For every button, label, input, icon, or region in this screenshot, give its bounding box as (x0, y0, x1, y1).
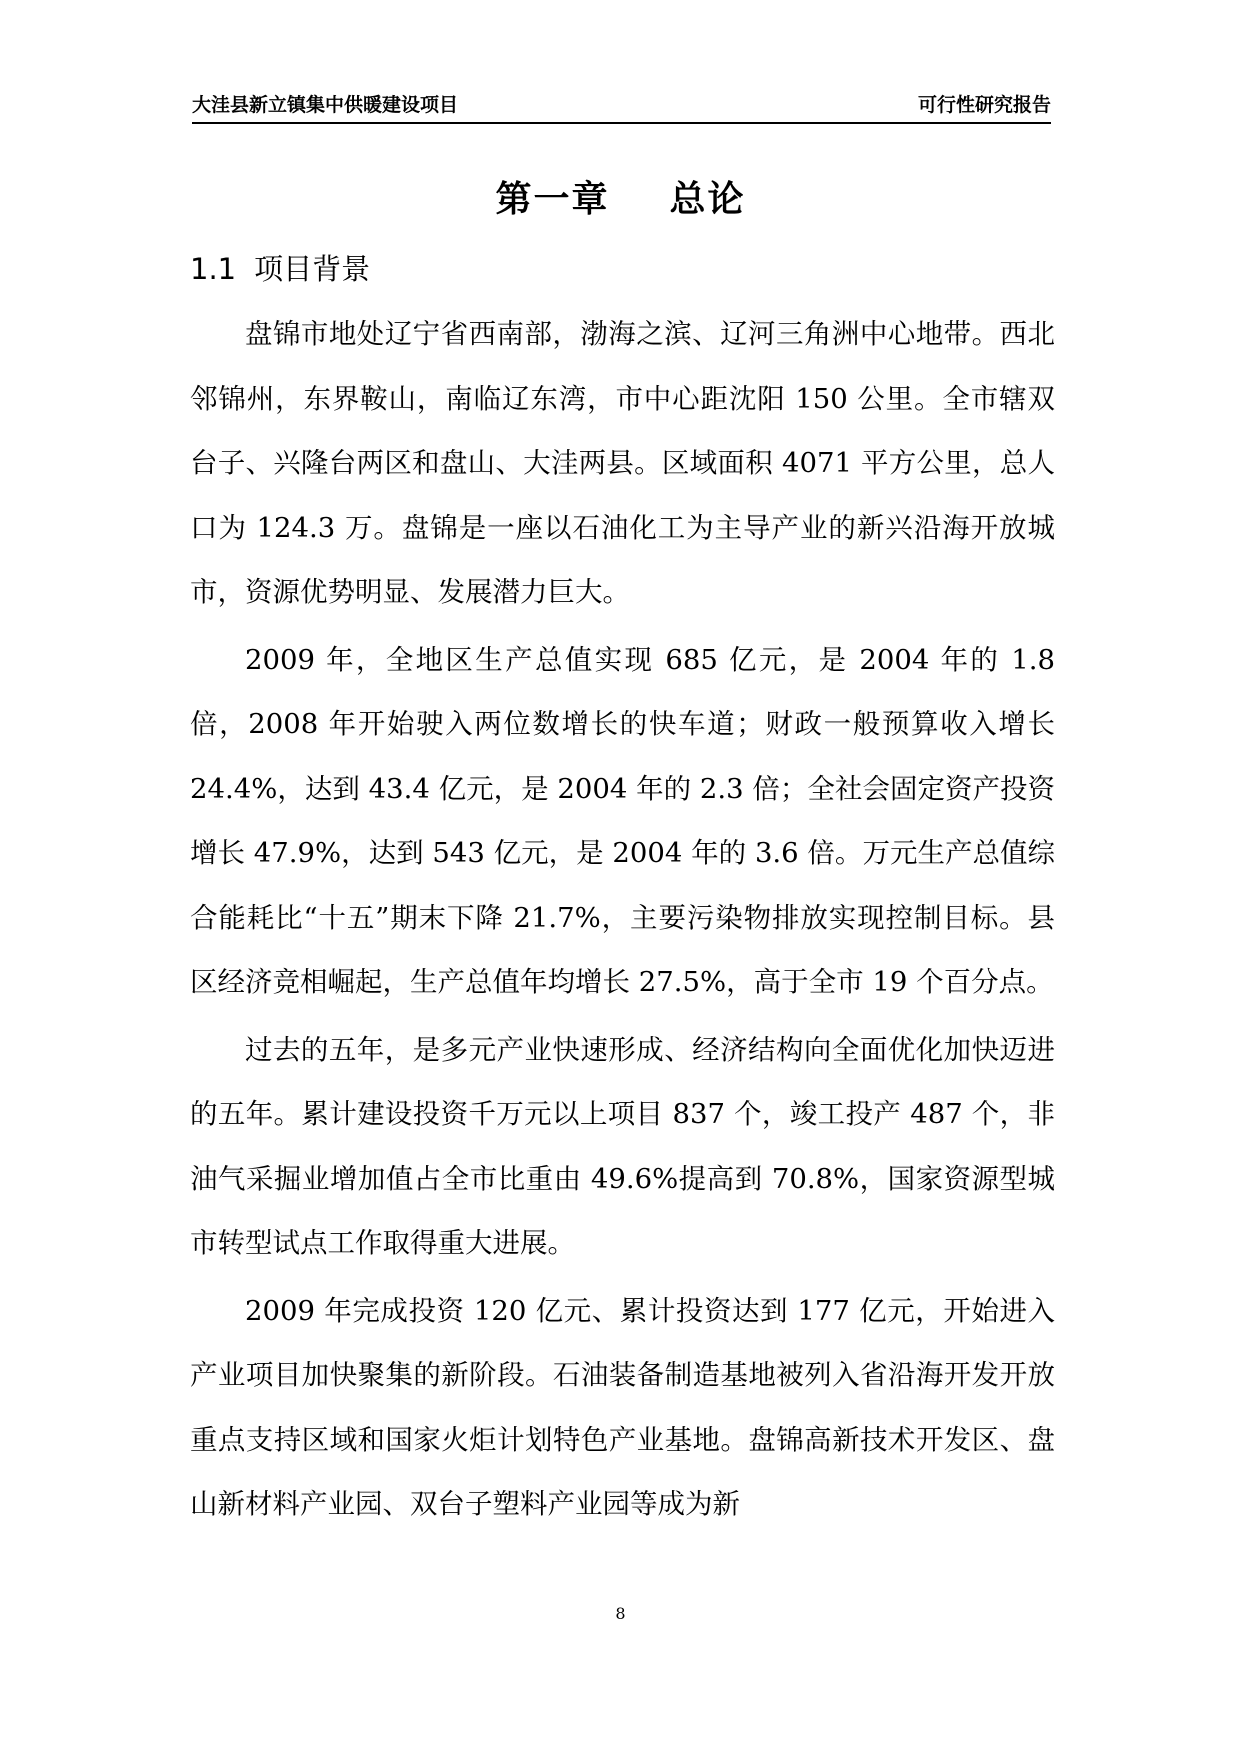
header-report-type: 可行性研究报告 (917, 94, 1051, 116)
section-title: 项目背景 (254, 252, 371, 286)
section-heading (190, 244, 370, 294)
body-text (190, 302, 1055, 1540)
chapter-label: 第一章 (495, 179, 610, 220)
page-number: 8 (615, 1604, 626, 1623)
page-header (192, 88, 1051, 124)
chapter-name: 总论 (669, 179, 746, 220)
paragraph: 2009 年，全地区生产总值实现 685 亿元，是 2004 年的 1.8 倍，2008 年开始驶入两位数增长的快车道；财政一般预算收入增长 24.4%，达到 43.4 亿元，是 2004 年的 2.3 倍；全社会固定资产投资增长 47.9%，达到 543 亿元，是 2004 年的 3.6 倍。万元生产总值综合能耗比“十五”期末下降 21.7%，主要污染物排放实现控制目标。县区经济竞相崛起，生产总值年均增长 27.5%，高于全市 19 个百分点。 (190, 643, 1055, 998)
paragraph: 过去的五年，是多元产业快速形成、经济结构向全面优化加快迈进的五年。累计建设投资千万元以上项目 837 个，竣工投产 487 个，非油气采掘业增加值占全市比重由 49.6%提高到 70.8%，国家资源型城市转型试点工作取得重大进展。 (190, 1033, 1055, 1259)
chapter-title (0, 172, 1241, 228)
header-project-title: 大洼县新立镇集中供暖建设项目 (192, 94, 459, 116)
paragraph: 盘锦市地处辽宁省西南部，渤海之滨、辽河三角洲中心地带。西北邻锦州，东界鞍山，南临辽东湾，市中心距沈阳 150 公里。全市辖双台子、兴隆台两区和盘山、大洼两县。区域面积 4071 平方公里，总人口为 124.3 万。盘锦是一座以石油化工为主导产业的新兴沿海开放城市，资源优势明显、发展潜力巨大。 (190, 318, 1055, 608)
section-number: 1.1 (190, 252, 237, 286)
paragraph: 2009 年完成投资 120 亿元、累计投资达到 177 亿元，开始进入产业项目加快聚集的新阶段。石油装备制造基地被列入省沿海开发开放重点支持区域和国家火炬计划特色产业基地。盘锦高新技术开发区、盘山新材料产业园、双台子塑料产业园等成为新 (190, 1294, 1055, 1520)
